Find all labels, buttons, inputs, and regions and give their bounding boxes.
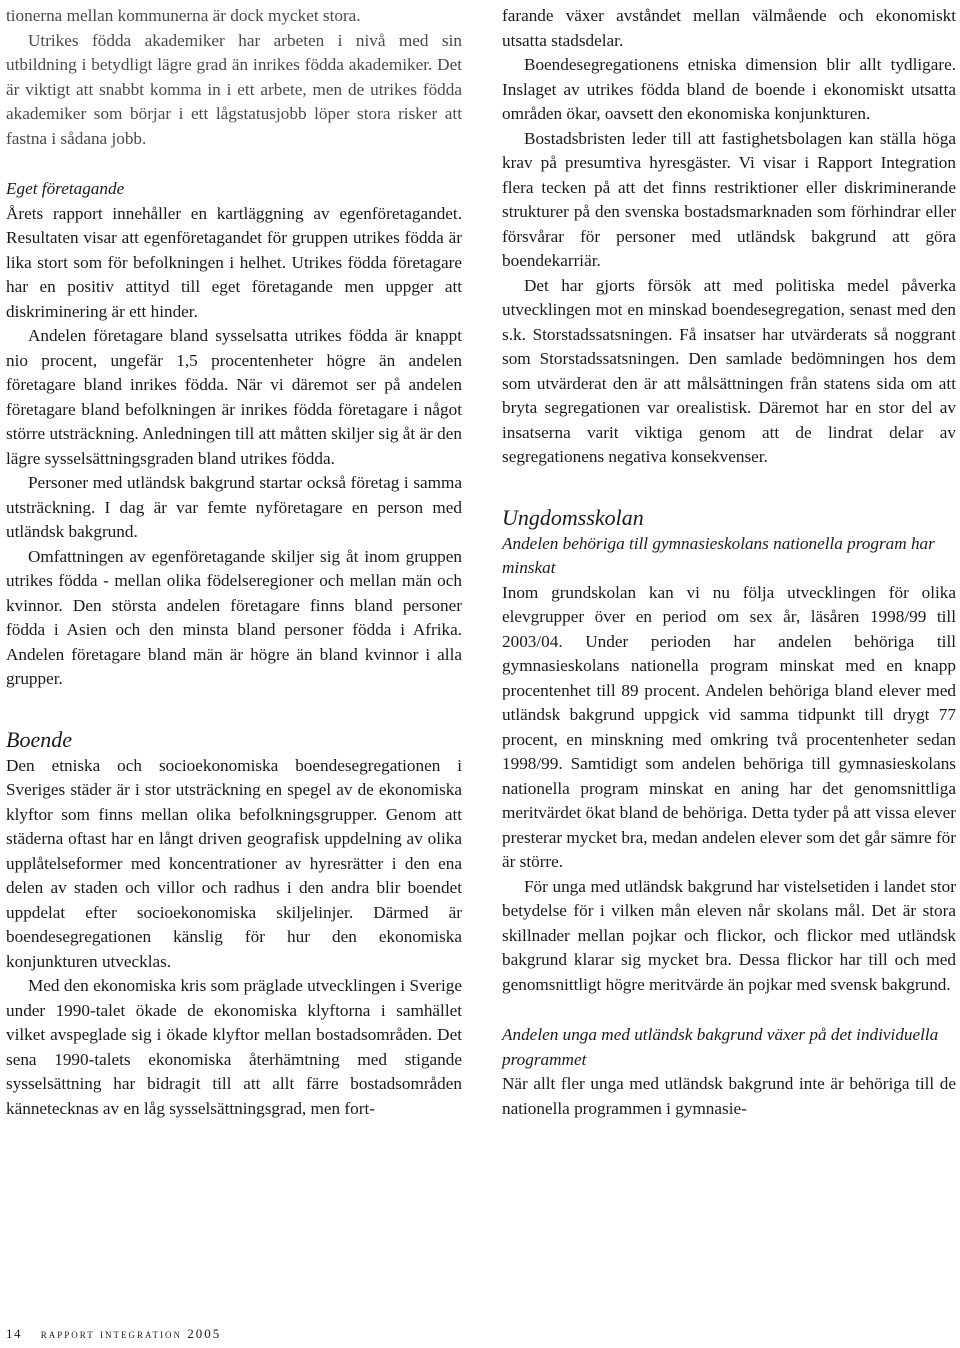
paragraph: Det har gjorts försök att med politiska medel påverka utvecklingen mot en minskad boendesegregation, senast med den s.k. Storstadssatsningen. Få insatser har utvärderats så noggrant som Storstadssatsningen. Den samlade bedömningen hos dem som utvärderat den är att målsättningen från statens sida om att bryta segregationen var orealistisk. Däremot har en stor del av insatserna varit viktiga genom att de lindrat delar av segregationens negativa konsekvenser.	[502, 275, 956, 466]
paragraph: Personer med utländsk bakgrund startar också företag i samma utsträckning. I dag är var femte nyföretagare en person med utländsk bakgrund.	[6, 473, 462, 541]
paragraph: Andelen företagare bland sysselsatta utrikes födda är knappt nio procent, ungefär 1,5 procentenheter högre än andelen företagare bland inrikes födda. När vi däremot ser på andelen företagare bland befolkningen är inrikes födda företagare i något större utsträckning. Anledningen till att måtten skiljer sig åt är den lägre sysselsättningsgraden bland utrikes födda.	[6, 326, 462, 468]
page-number: 14	[6, 1326, 22, 1341]
paragraph: Med den ekonomiska kris som präglade utvecklingen i Sverige under 1990-talet ökade de ekonomiska klyftorna i samhället vilket avspeglade sig i ökade klyftor mellan bostadsområden. Det sena 1990-talets ekonomiska återhämtning med stigande sysselsättning har bidragit till att allt färre bostadsområden kännetecknas av en låg sysselsättningsgrad, men fort-	[6, 976, 462, 1118]
subheading: Andelen unga med utländsk bakgrund växer på det individuella programmet	[502, 1025, 939, 1069]
paragraph: farande växer avståndet mellan välmående och ekonomiskt utsatta stadsdelar.	[502, 6, 956, 50]
right-column	[502, 4, 956, 1121]
paragraph: Omfattningen av egenföretagande skiljer sig åt inom gruppen utrikes födda - mellan olika födelseregioner och mellan män och kvinnor. Den största andelen företagare finns bland personer födda i Asien och den minsta bland personer födda i Afrika. Andelen företagare bland män är högre än bland kvinnor i alla grupper.	[6, 546, 462, 688]
section-heading-eget-foretagande: Eget företagande	[6, 179, 125, 198]
page-footer	[6, 1326, 221, 1342]
paragraph: Årets rapport innehåller en kartläggning av egenföretagandet. Resultaten visar att egenföretagandet för gruppen utrikes födda är lika stort som för befolkningen i helhet. Utrikes födda företagare har en positiv attityd till eget företagande men uppger att diskriminering är ett hinder.	[6, 203, 462, 321]
publication-title: rapport integration 2005	[40, 1326, 222, 1341]
paragraph: tionerna mellan kommunerna är dock mycket stora.	[6, 6, 361, 25]
paragraph: Utrikes födda akademiker har arbeten i nivå med sin utbildning i betydligt lägre grad än inrikes födda akademiker. Det är viktigt att snabbt komma in i ett arbete, men de utrikes födda akademiker som börjar i ett lågstatusjobb löper stora risker att fastna i sådana jobb.	[6, 30, 462, 148]
paragraph: För unga med utländsk bakgrund har vistelsetiden i landet stor betydelse för i vilken mån eleven når skolans mål. Det är stora skillnader mellan pojkar och flickor, och flickor med utländsk bakgrund klarar sig mycket bra. Dessa flickor har till och med genomsnittligt högre meritvärde än pojkar med svensk bakgrund.	[502, 876, 956, 994]
paragraph: Inom grundskolan kan vi nu följa utvecklingen för olika elevgrupper över en period om sex år, läsåren 1998/99 till 2003/04. Under perioden har andelen behöriga till gymnasieskolans nationella program minskat med en knapp procentenhet till 89 procent. Andelen behöriga bland elever med utländsk bakgrund uppgick vid samma tidpunkt till drygt 77 procent, en minskning med omkring två procentenheter sedan 1998/99. Samtidigt som andelen behöriga till gymnasieskolans nationella program minskat en aning har det genomsnittliga meritvärdet ökat bland de behöriga. Detta tyder på att vissa elever presterar mycket bra, medan andelen elever som det går sämre för är större.	[502, 582, 956, 871]
section-heading-boende: Boende	[6, 726, 72, 752]
subheading: Andelen behöriga till gymnasieskolans nationella program har minskat	[502, 533, 935, 577]
left-column	[6, 4, 462, 1121]
paragraph: Boendesegregationens etniska dimension blir allt tydligare. Inslaget av utrikes födda bland de boende i ekonomiskt utsatta områden ökar, oavsett den ekonomiska konjunkturen.	[502, 55, 956, 123]
paragraph: Bostadsbristen leder till att fastighetsbolagen kan ställa höga krav på presumtiva hyresgäster. Vi visar i Rapport Integration flera tecken på att det finns restriktioner eller diskriminerande strukturer på den svenska bostadsmarknaden som förhindrar eller försvårar för personer med utländsk bakgrund att göra boendekarriär.	[502, 128, 956, 270]
paragraph: Den etniska och socioekonomiska boendesegregationen i Sveriges städer är i stor utsträckning en spegel av de ekonomiska klyftor som finns mellan olika befolkningsgrupper. Genom att städerna oftast har en långt driven geografisk uppdelning av olika upplåtelseformer med koncentrationer av hyresrätter i den ena delen av staden och villor och radhus i den andra blir boendet uppdelat efter socioekonomiska skiljelinjer. Därmed är boendesegregationen känslig för hur den ekonomiska konjunkturen utvecklas.	[6, 755, 462, 971]
section-heading-ungdomsskolan: Ungdomsskolan	[502, 504, 644, 530]
paragraph: När allt fler unga med utländsk bakgrund inte är behöriga till de nationella programmen i gymnasie-	[502, 1074, 956, 1118]
